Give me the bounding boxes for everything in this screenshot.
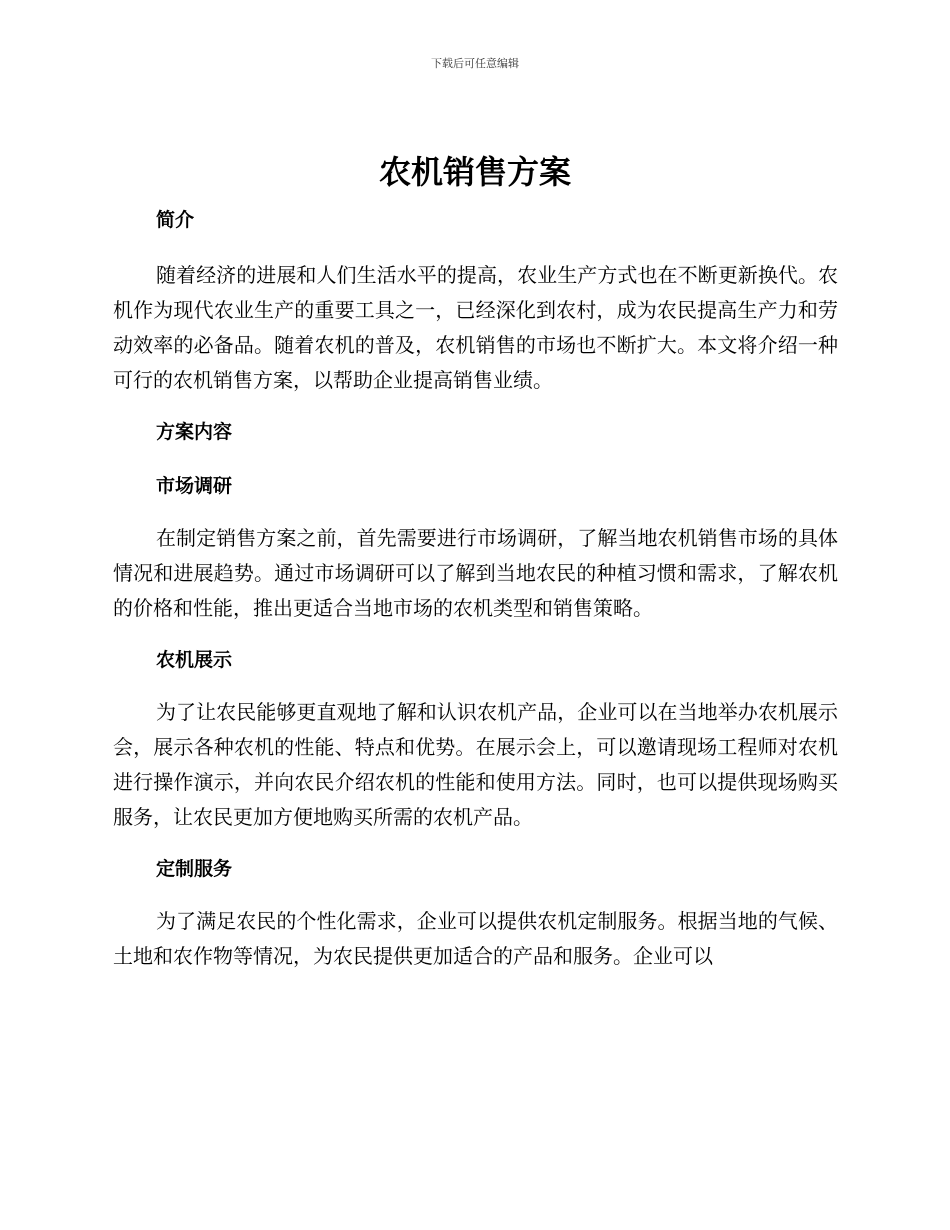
paragraph-showcase: 为了让农民能够更直观地了解和认识农机产品，企业可以在当地举办农机展示会，展示各种农机的性能、特点和优势。在展示会上，可以邀请现场工程师对农机进行操作演示，并向农民介绍农机的性能和使用方法。同时，也可以提供现场购买服务，让农民更加方便地购买所需的农机产品。 <box>113 700 838 829</box>
paragraph-intro: 随着经济的进展和人们生活水平的提高，农业生产方式也在不断更新换代。农机作为现代农业生产的重要工具之一，已经深化到农村，成为农民提高生产力和劳动效率的必备品。随着农机的普及，农机销售的市场也不断扩大。本文将介绍一种可行的农机销售方案，以帮助企业提高销售业绩。 <box>113 263 838 392</box>
section-heading-custom-service: 定制服务 <box>156 858 233 880</box>
section-heading-intro: 简介 <box>156 209 195 231</box>
document-body <box>113 204 838 974</box>
document-title: 农机销售方案 <box>378 153 571 191</box>
paragraph-market-research: 在制定销售方案之前，首先需要进行市场调研，了解当地农机销售市场的具体情况和进展趋势。通过市场调研可以了解到当地农民的种植习惯和需求，了解农机的价格和性能，推出更适合当地市场的农机类型和销售策略。 <box>113 526 838 620</box>
paragraph-custom-service: 为了满足农民的个性化需求，企业可以提供农机定制服务。根据当地的气候、土地和农作物等情况，为农民提供更加适合的产品和服务。企业可以 <box>113 909 838 968</box>
section-heading-showcase: 农机展示 <box>156 649 233 671</box>
section-heading-market-research: 市场调研 <box>156 475 233 497</box>
section-heading-content: 方案内容 <box>156 421 233 443</box>
header-note: 下载后可任意编辑 <box>431 57 519 70</box>
